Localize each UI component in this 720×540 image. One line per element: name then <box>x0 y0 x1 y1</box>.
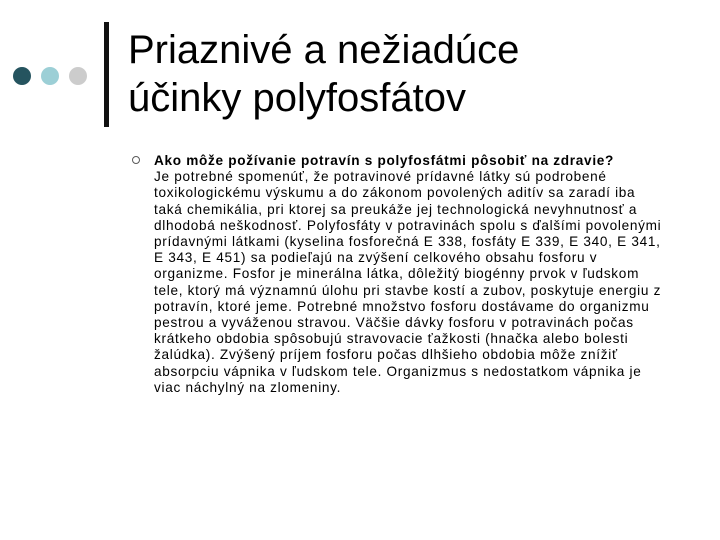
slide-title-line-1: Priaznivé a nežiadúce <box>128 28 520 72</box>
slide-title-line-2: účinky polyfosfátov <box>128 76 466 120</box>
light-teal-dot-icon <box>41 67 59 85</box>
body-question: Ako môže požívanie potravín s polyfosfátmi pôsobiť na zdravie? <box>154 153 615 168</box>
slide-body <box>154 153 666 396</box>
dark-teal-dot-icon <box>13 67 31 85</box>
slide-title <box>128 26 688 122</box>
title-divider-bar <box>104 22 109 127</box>
gray-dot-icon <box>69 67 87 85</box>
body-answer: Je potrebné spomenúť, že potravinové prídavné látky sú podrobené toxikologickému výskumu a do zákonom povolených aditív sa zaradí iba taká chemikália, pri ktorej sa preukáže jej technologická nevyhnutnosť a dlhodobá neškodnosť. Polyfosfáty v potravinách spolu s ďalšími povolenými prídavnými látkami (kyselina fosforečná E 338, fosfáty E 339, E 340, E 341, E 343, E 451) sa podieľajú na zvýšení celkového obsahu fosforu v organizme. Fosfor je minerálna látka, dôležitý biogénny prvok v ľudskom tele, ktorý má významnú úlohu pri stavbe kostí a zubov, poskytuje energiu z potravín, ktoré jeme. Potrebné množstvo fosforu dostávame do organizmu pestrou a vyváženou stravou. Väčšie dávky fosforu v potravinách počas krátkeho obdobia spôsobujú stravovacie ťažkosti (hnačka alebo bolesti žalúdka). Zvýšený príjem fosforu počas dlhšieho obdobia môže znížiť absorpciu vápnika v ľudskom tele. Organizmus s nedostatkom vápnika je viac náchylný na zlomeniny. <box>154 169 662 395</box>
hollow-circle-bullet-icon <box>132 156 140 164</box>
